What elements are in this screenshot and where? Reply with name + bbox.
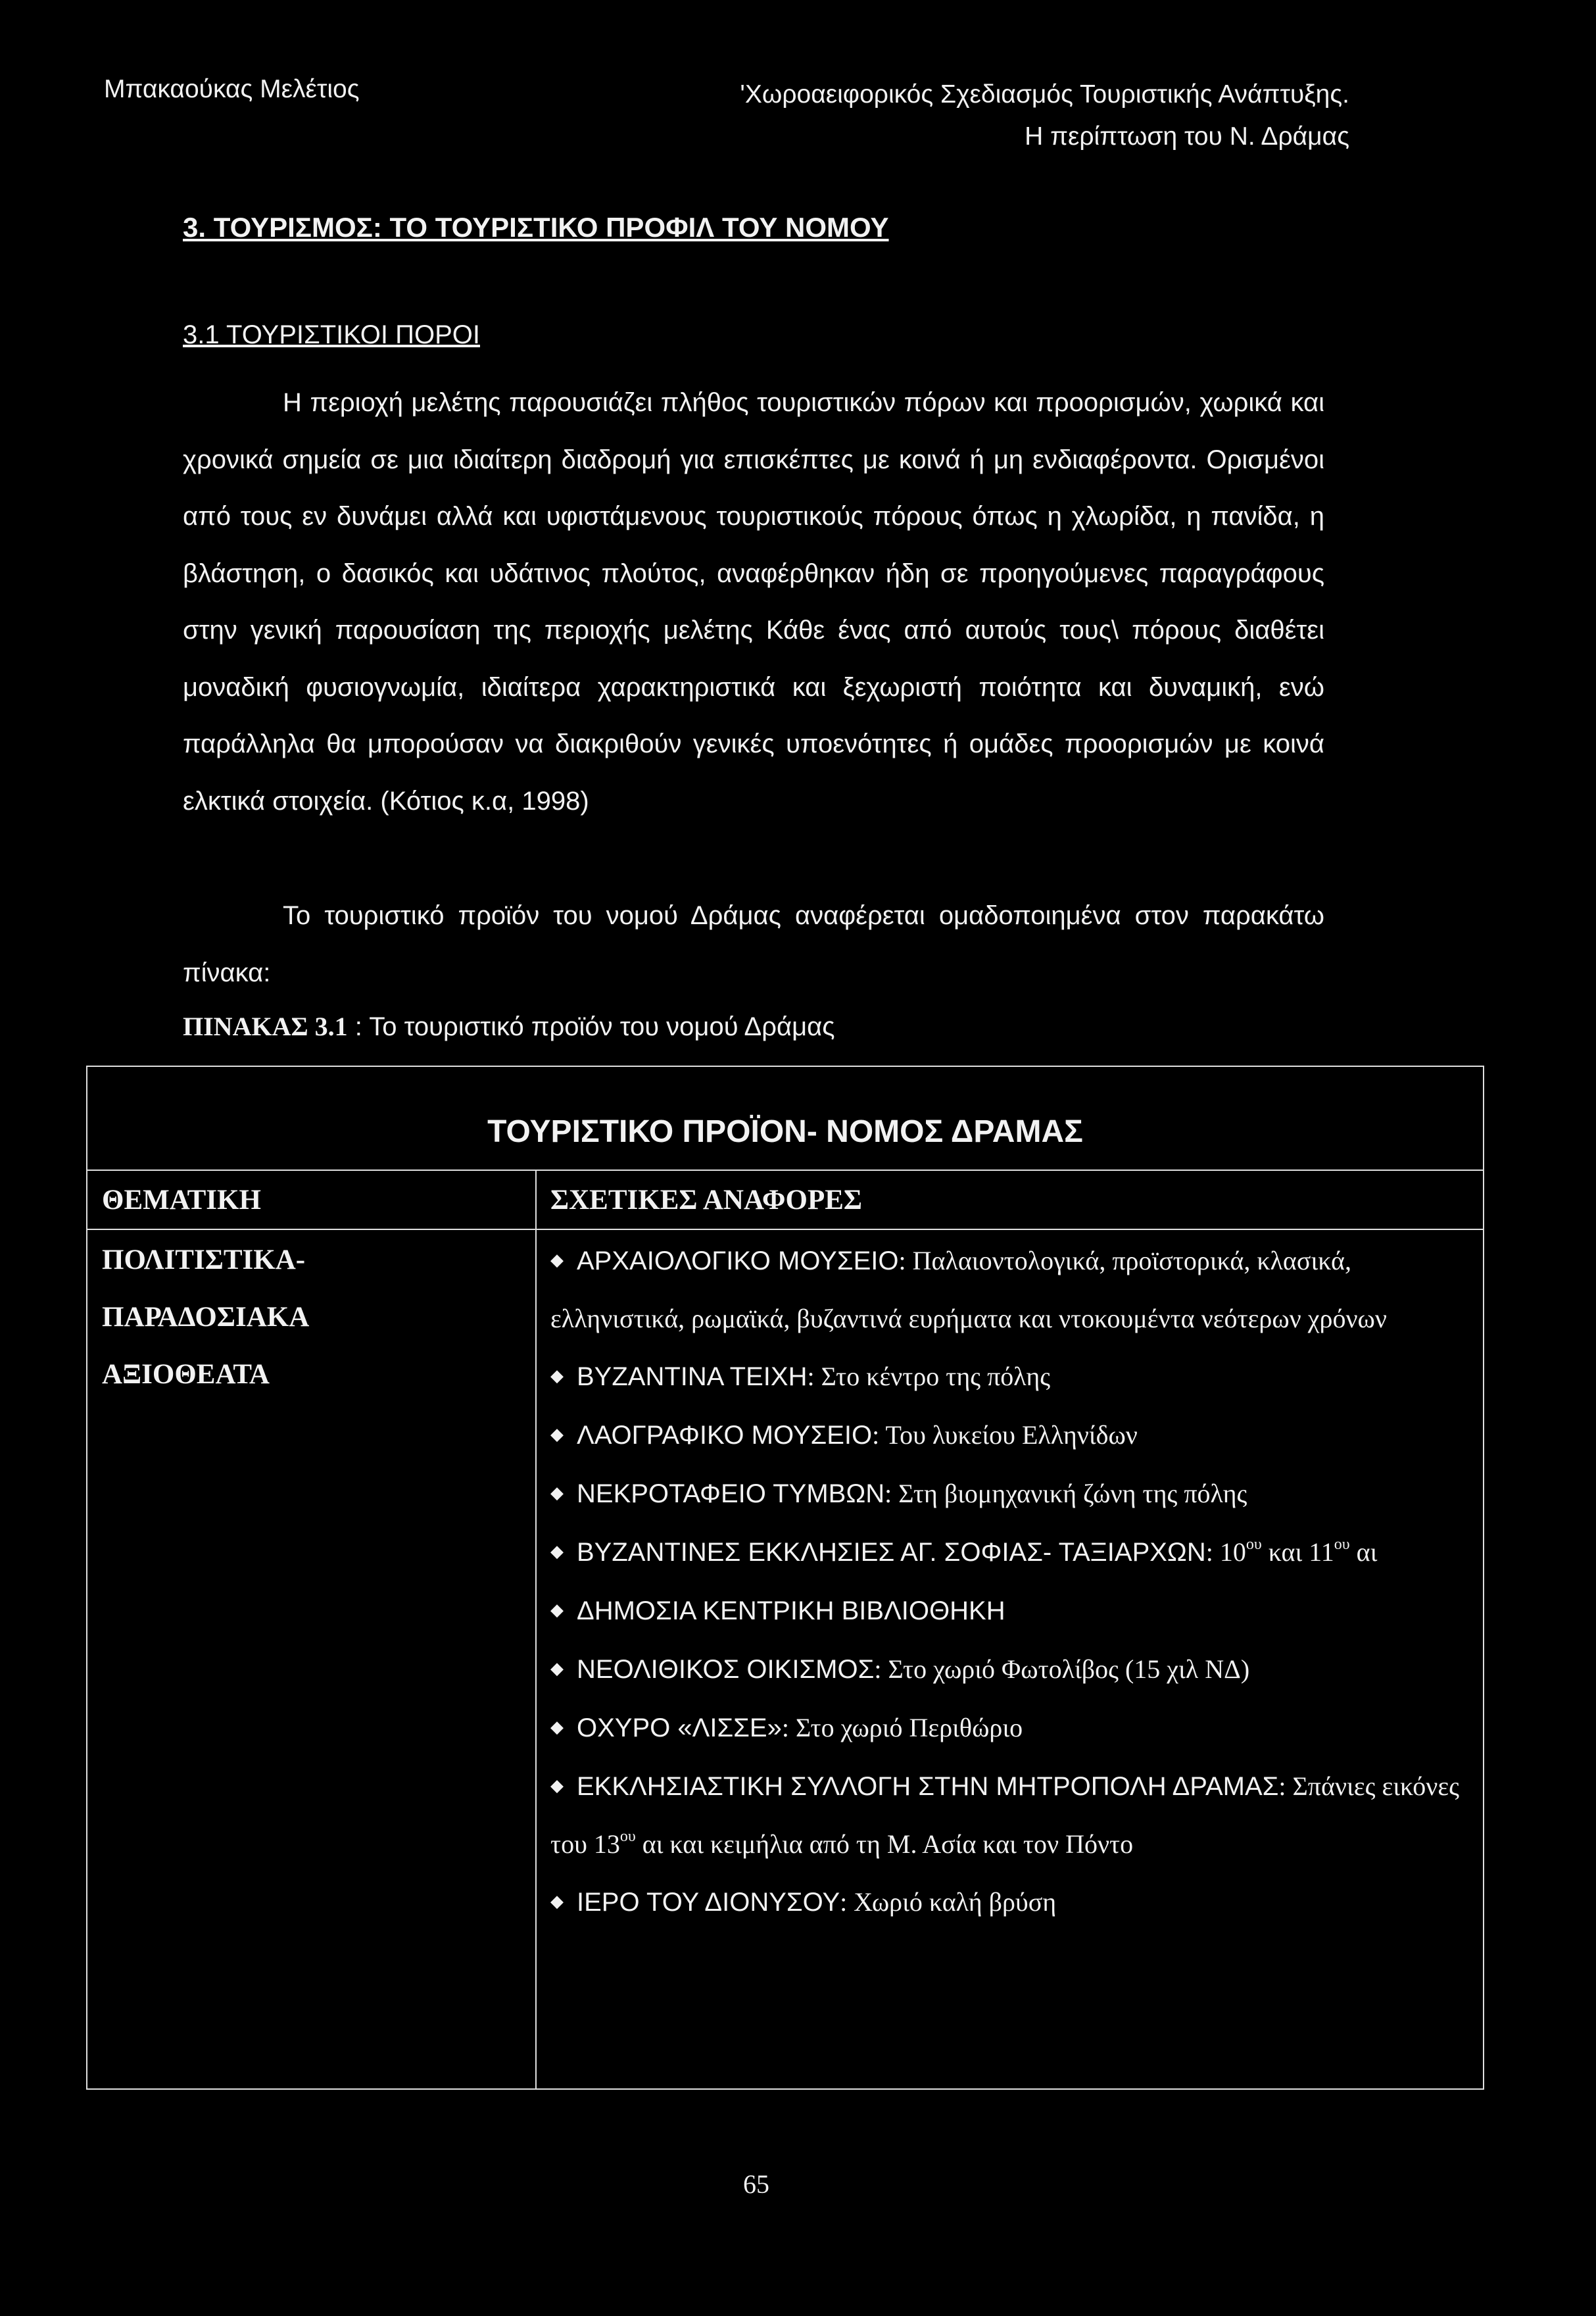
column-divider [535,1171,537,2088]
paragraph-table-intro: Το τουριστικό προϊόν του νομού Δράμας αναφέρεται ομαδοποιημένα στον παρακάτω πίνακα: [183,901,1324,987]
list-item [550,1873,1471,1931]
category-cell [102,1231,309,1403]
diamond-bullet-icon: ◆ [550,1366,564,1385]
item-description-cont: και 11 [1261,1537,1334,1567]
diamond-bullet-icon: ◆ [550,1425,564,1444]
diamond-bullet-icon: ◆ [550,1600,564,1619]
column-header-theme: ΘΕΜΑΤΙΚΗ [102,1185,261,1216]
category-line: ΠΑΡΑΔΟΣΙΑΚΑ [102,1302,310,1333]
list-item [550,1231,1471,1347]
category-line: ΠΟΛΙΤΙΣΤΙΚΑ- [102,1244,306,1275]
table-caption-label: ΠΙΝΑΚΑΣ 3.1 [183,1012,348,1041]
item-description: : 10 [1205,1537,1246,1567]
diamond-bullet-icon: ◆ [550,1659,564,1678]
diamond-bullet-icon: ◆ [550,1250,564,1269]
item-description: : Στο κέντρο της πόλης [807,1362,1051,1391]
column-header-references: ΣΧΕΤΙΚΕΣ ΑΝΑΦΟΡΕΣ [550,1185,863,1216]
ordinal-suffix: ου [1334,1536,1350,1553]
diamond-bullet-icon: ◆ [550,1892,564,1911]
header-title-line1: 'Χωροαειφορικός Σχεδιασμός Τουριστικής Ανάπτυξης. [740,80,1349,109]
item-title: ΛΑΟΓΡΑΦΙΚΟ ΜΟΥΣΕΙΟ [577,1421,873,1450]
page-number: 65 [743,2169,769,2199]
item-title: ΝΕΟΛΙΘΙΚΟΣ ΟΙΚΙΣΜΟΣ [577,1655,875,1684]
diamond-bullet-icon: ◆ [550,1483,564,1502]
item-title: ΟΧΥΡΟ «ΛΙΣΣΕ» [577,1713,782,1742]
list-item [550,1640,1471,1698]
diamond-bullet-icon: ◆ [550,1776,564,1795]
section-title: 3. ΤΟΥΡΙΣΜΟΣ: ΤΟ ΤΟΥΡΙΣΤΙΚΟ ΠΡΟΦΙΛ ΤΟΥ ΝΟΜΟΥ [183,212,889,243]
ordinal-suffix: ου [1245,1536,1262,1553]
diamond-bullet-icon: ◆ [550,1717,564,1737]
item-title: ΒΥΖΑΝΤΙΝΑ ΤΕΙΧΗ [577,1362,808,1391]
item-title: ΙΕΡΟ ΤΟΥ ΔΙΟΝΥΣΟΥ [577,1888,840,1917]
table-caption [183,1011,835,1042]
table-title: ΤΟΥΡΙΣΤΙΚΟ ΠΡΟΪΟΝ- ΝΟΜΟΣ ΔΡΑΜΑΣ [87,1067,1483,1171]
item-title: ΕΚΚΛΗΣΙΑΣΤΙΚΗ ΣΥΛΛΟΓΗ ΣΤΗΝ ΜΗΤΡΟΠΟΛΗ ΔΡΑΜΑΣ [577,1772,1279,1801]
ordinal-suffix: ου [619,1828,636,1845]
item-description: : Παλαιοντολογικά, προϊστορικά, κλασικά, ελληνιστικά, ρωμαϊκά, βυζαντινά ευρήματα και ντοκουμέντα νεότερων χρόνων [550,1246,1387,1333]
item-title: ΝΕΚΡΟΤΑΦΕΙΟ ΤΥΜΒΩΝ [577,1479,885,1508]
item-description: : Στη βιομηχανική ζώνη της πόλης [884,1479,1247,1508]
item-description: : Χωριό καλή βρύση [840,1887,1057,1917]
item-description: : Στο χωριό Περιθώριο [781,1713,1023,1742]
table-header-row [87,1171,1483,1230]
item-title: ΑΡΧΑΙΟΛΟΓΙΚΟ ΜΟΥΣΕΙΟ [577,1246,899,1275]
item-title: ΔΗΜΟΣΙΑ ΚΕΝΤΡΙΚΗ ΒΙΒΛΙΟΘΗΚΗ [577,1596,1005,1625]
category-line: ΑΞΙΟΘΕΑΤΑ [102,1359,270,1390]
references-list [550,1231,1471,1931]
item-description: : Σπάνιες εικόνες του 13 [550,1771,1459,1859]
item-description-tail: αι [1349,1537,1378,1567]
list-item [550,1757,1471,1873]
diamond-bullet-icon: ◆ [550,1542,564,1561]
header-author: Μπακαούκας Μελέτιος [104,75,360,103]
tourist-product-table [86,1066,1484,2090]
paragraph-tourist-resources: Η περιοχή μελέτης παρουσιάζει πλήθος τουριστικών πόρων και προορισμών, χωρικά και χρονικά σημεία σε μια ιδιαίτερη διαδρομή για επισκέπτες με κοινά ή μη ενδιαφέροντα. Ορισμένοι από τους εν δυνάμει αλλά και υφιστάμενους τουριστικούς πόρους όπως η χλωρίδα, η πανίδα, η βλάστηση, ο δασικός και υδάτινος πλούτος, αναφέρθηκαν ήδη σε προηγούμενες παραγράφους στην γενική παρουσίαση της περιοχής μελέτης Κάθε ένας από αυτούς τους\ πόρους διαθέτει μοναδική φυσιογνωμία, ιδιαίτερα χαρακτηριστικά και ξεχωριστή ποιότητα και δυναμική, ενώ παράλληλα θα μπορούσαν να διακριθούν γενικές υποενότητες ή ομάδες προορισμών με κοινά ελκτικά στοιχεία. (Κότιος κ.α, 1998) [183,388,1324,816]
list-item [550,1347,1471,1406]
list-item [550,1581,1471,1640]
list-item [550,1464,1471,1523]
list-item [550,1406,1471,1464]
list-item [550,1698,1471,1757]
item-description: : Στο χωριό Φωτολίβος (15 χιλ ΝΔ) [874,1654,1250,1684]
item-title: ΒΥΖΑΝΤΙΝΕΣ ΕΚΚΛΗΣΙΕΣ ΑΓ. ΣΟΦΙΑΣ- ΤΑΞΙΑΡΧΩΝ [577,1538,1206,1567]
table-caption-text: : Το τουριστικό προϊόν του νομού Δράμας [347,1012,835,1041]
list-item [550,1523,1471,1581]
header-title-line2: Η περίπτωση του Ν. Δράμας [1025,122,1349,151]
header-document-title [612,74,1349,158]
item-description: : Του λυκείου Ελληνίδων [872,1420,1138,1450]
subsection-title: 3.1 ΤΟΥΡΙΣΤΙΚΟΙ ΠΟΡΟΙ [183,320,480,349]
item-description-cont: αι και κειμήλια από τη Μ. Ασία και τον Πόντο [635,1829,1134,1859]
